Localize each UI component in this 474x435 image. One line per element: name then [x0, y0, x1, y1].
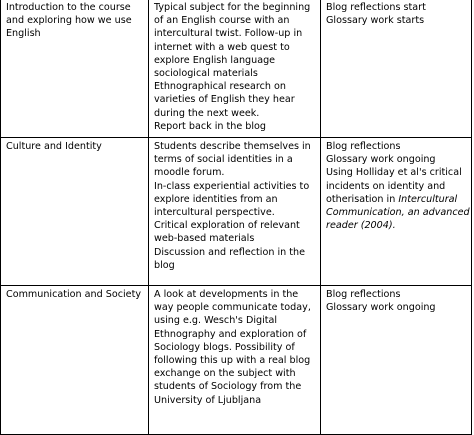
text-line: In-class experiential activities to: [154, 180, 310, 192]
text-line: A look at developments in the: [154, 289, 299, 300]
text-fragment: otherisation in: [326, 193, 396, 205]
text-line: Blog reflections start: [326, 2, 426, 13]
text-line: Critical exploration of relevant: [154, 220, 300, 232]
text-line: Report back in the blog: [154, 120, 267, 132]
text-line: terms of social identities in a: [154, 154, 293, 166]
text-line: English: [6, 28, 41, 40]
text-line: blog: [154, 259, 175, 271]
text-line: way people communicate today,: [154, 302, 311, 314]
text-line: sociological materials: [154, 68, 258, 80]
text-line: internet with a web quest to: [154, 41, 290, 53]
book-title-line: Communication, an advanced: [326, 207, 470, 219]
activities-cell: [149, 138, 321, 286]
text-line: Discussion and reflection in the: [154, 246, 305, 258]
text-line: Using Holliday et al's critical: [326, 167, 462, 179]
text-line: incidents on identity and: [326, 180, 446, 192]
topic-cell: [1, 0, 149, 138]
topic-cell: [1, 286, 149, 435]
text-line: of an English course with an: [154, 15, 290, 27]
text-line: moodle forum.: [154, 167, 225, 179]
text-line: and exploring how we use: [6, 15, 132, 27]
text-line: exchange on the subject with: [154, 368, 296, 380]
outcomes-cell: [321, 0, 472, 138]
text-line: Ethnography and exploration of: [154, 328, 307, 340]
text-line: University of Ljubljana: [154, 394, 262, 406]
text-line: Glossary work starts: [326, 15, 425, 27]
text-line: intercultural perspective.: [154, 207, 275, 219]
text-line: intercultural twist. Follow-up in: [154, 28, 303, 40]
activities-cell: [149, 0, 321, 138]
text-line: using e.g. Wesch's Digital: [154, 315, 278, 327]
text-line: Ethnographical research on: [154, 81, 286, 93]
text-line: Blog reflections: [326, 141, 401, 152]
topic-cell: [1, 138, 149, 286]
outcomes-cell: [321, 138, 472, 286]
text-line: students of Sociology from the: [154, 381, 302, 393]
table-row: [1, 138, 472, 286]
text-line: explore English language: [154, 54, 276, 66]
text-line: Sociology blogs. Possibility of: [154, 341, 295, 353]
text-line: Glossary work ongoing: [326, 154, 436, 166]
text-line: during the next week.: [154, 107, 260, 119]
text-line: Students describe themselves in: [154, 141, 311, 152]
outcomes-cell: [321, 286, 472, 435]
text-line: [326, 193, 467, 206]
text-line: [326, 219, 467, 232]
text-line: Culture and Identity: [6, 141, 102, 152]
table-row: [1, 0, 472, 138]
activities-cell: [149, 286, 321, 435]
book-title-fragment: Intercultural: [398, 193, 458, 205]
text-line: Blog reflections: [326, 289, 401, 300]
table-row: [1, 286, 472, 435]
text-line: following this up with a real blog: [154, 355, 311, 367]
text-line: Glossary work ongoing: [326, 302, 436, 314]
text-line: explore identities from an: [154, 193, 278, 205]
book-title-fragment: reader (2004).: [326, 220, 396, 232]
text-line: Communication and Society: [6, 289, 142, 300]
text-line: Introduction to the course: [6, 2, 131, 13]
text-line: varieties of English they hear: [154, 94, 295, 106]
text-line: Typical subject for the beginning: [154, 2, 311, 13]
text-line: web-based materials: [154, 233, 255, 245]
